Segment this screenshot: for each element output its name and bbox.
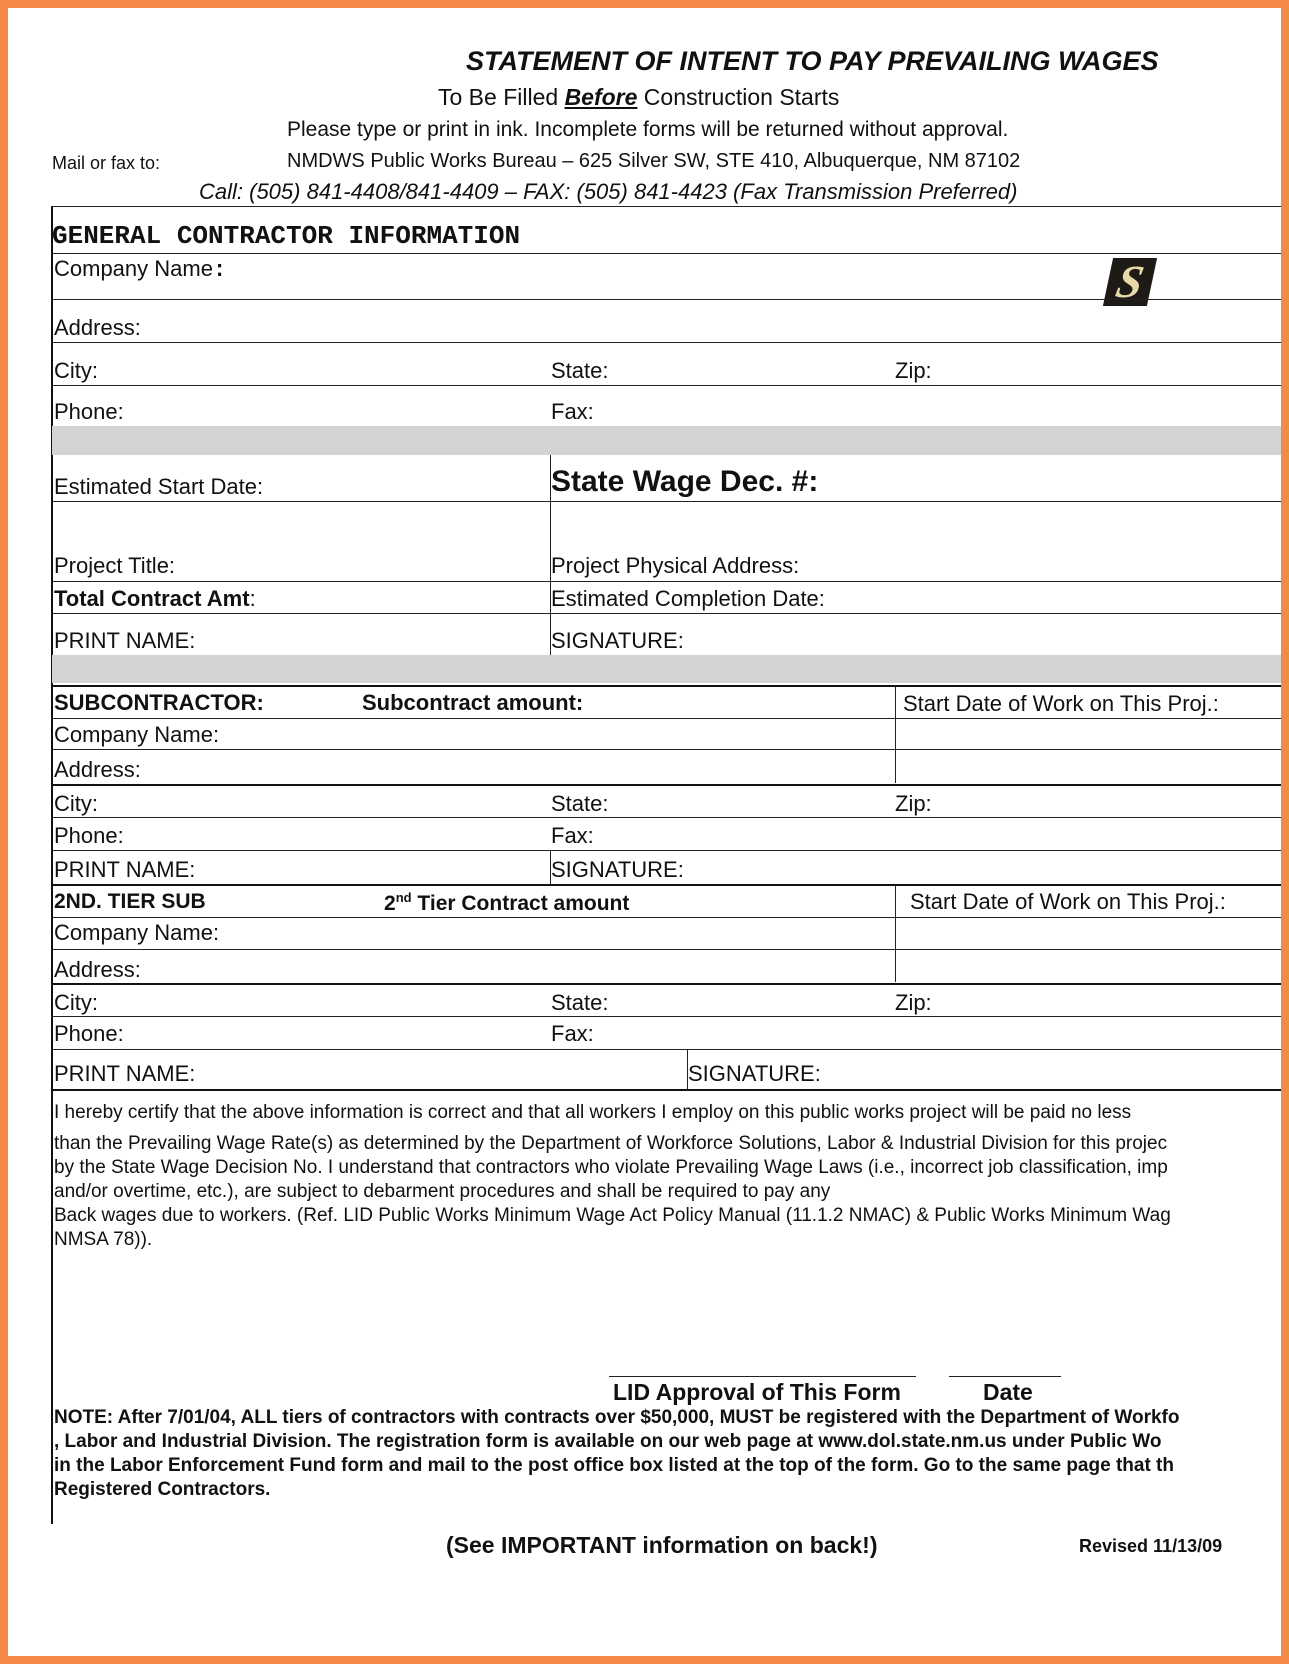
sub-start-label: Start Date of Work on This Proj.:: [903, 691, 1219, 716]
sub-amount-label: Subcontract amount:: [362, 690, 584, 715]
sub-fax-label: Fax:: [551, 823, 594, 848]
contact-numbers: Call: (505) 841-4408/841-4409 – FAX: (505) 841-4423 (Fax Transmission Preferred): [199, 179, 1018, 204]
rule: [51, 749, 1281, 750]
tier2-city-label: City:: [54, 990, 98, 1015]
tier2-state-label: State:: [551, 990, 609, 1015]
rule: [51, 983, 1281, 985]
certify-line-6: NMSA 78)).: [54, 1229, 153, 1250]
rule: [51, 718, 1281, 719]
approval-date-label: Date: [983, 1379, 1033, 1405]
tier2-print-name-label: PRINT NAME:: [54, 1061, 196, 1086]
general-city-label: City:: [54, 358, 98, 383]
general-company-label: Company Name:: [54, 256, 227, 283]
general-print-name-label: PRINT NAME:: [54, 628, 196, 653]
lid-approval-label: LID Approval of This Form: [613, 1379, 901, 1405]
sub-print-name-label: PRINT NAME:: [54, 857, 196, 882]
before-emphasis: Before: [564, 84, 638, 110]
rule: [51, 1089, 1281, 1091]
general-fax-label: Fax:: [551, 399, 594, 424]
tier2-fax-label: Fax:: [551, 1021, 594, 1046]
rule: [51, 949, 1281, 950]
rule: [51, 850, 1281, 851]
rule: [51, 884, 1281, 886]
certify-line-4: and/or overtime, etc.), are subject to debarment procedures and shall be required to pay any: [54, 1181, 831, 1202]
general-phone-label: Phone:: [54, 399, 124, 424]
rule: [51, 1016, 1281, 1017]
note-line-1: NOTE: After 7/01/04, ALL tiers of contractors with contracts over $50,000, MUST be registered with the Department of Workfo: [54, 1407, 1180, 1428]
note-line-3: in the Labor Enforcement Fund form and mail to the post office box listed at the top of the form. Go to the same page that th: [54, 1455, 1174, 1476]
tier2-signature-label: SIGNATURE:: [688, 1061, 821, 1086]
general-heading: GENERAL CONTRACTOR INFORMATION: [52, 221, 521, 251]
general-signature-label: SIGNATURE:: [551, 628, 684, 653]
tier2-heading: 2ND. TIER SUB: [54, 890, 206, 913]
general-zip-label: Zip:: [895, 358, 932, 383]
rule: [51, 501, 1281, 502]
rule: [51, 385, 1281, 386]
see-back-note: (See IMPORTANT information on back!): [446, 1532, 878, 1558]
tier2-amount-label: 2nd Tier Contract amount: [384, 890, 630, 915]
certify-line-5: Back wages due to workers. (Ref. LID Public Works Minimum Wage Act Policy Manual (11.1.2 NMAC) & Public Works Minimum Wag: [54, 1205, 1171, 1226]
sub-heading: SUBCONTRACTOR:: [54, 690, 264, 715]
tier2-phone-label: Phone:: [54, 1021, 124, 1046]
rule: [51, 685, 1281, 687]
wage-dec-label: State Wage Dec. #:: [551, 465, 819, 498]
certify-line-1: I hereby certify that the above information is correct and that all workers I employ on this public works project will be paid no less: [54, 1102, 1132, 1123]
physical-address-label: Project Physical Address:: [551, 553, 800, 578]
rule: [51, 206, 1281, 207]
rule: [51, 1049, 1281, 1050]
rule: [51, 253, 1281, 254]
rule: [51, 613, 1281, 614]
general-state-label: State:: [551, 358, 609, 383]
note-line-4: Registered Contractors.: [54, 1479, 271, 1500]
left-border: [51, 206, 53, 1524]
sub-state-label: State:: [551, 791, 609, 816]
sub-signature-label: SIGNATURE:: [551, 857, 684, 882]
rule: [895, 687, 896, 783]
sub-company-label: Company Name:: [54, 722, 220, 747]
rule: [51, 299, 1281, 300]
approval-date-line: [949, 1376, 1061, 1377]
rule: [51, 817, 1281, 818]
completion-date-label: Estimated Completion Date:: [551, 586, 825, 611]
company-logo-icon: S: [1103, 258, 1157, 306]
rule: [895, 886, 896, 982]
tier2-zip-label: Zip:: [895, 990, 932, 1015]
sub-zip-label: Zip:: [895, 791, 932, 816]
rule: [51, 917, 1281, 918]
form-subtitle: To Be Filled Before Construction Starts: [438, 84, 840, 110]
note-line-2: , Labor and Industrial Division. The registration form is available on our web page at www.dol.state.nm.us under Public Wo: [54, 1431, 1162, 1452]
certify-line-3: by the State Wage Decision No. I understand that contractors who violate Prevailing Wage Laws (i.e., incorrect job classification, imp: [54, 1157, 1168, 1178]
sub-address-label: Address:: [54, 757, 141, 782]
rule: [51, 784, 1281, 786]
tier2-company-label: Company Name:: [54, 920, 220, 945]
approval-signature-line: [609, 1376, 916, 1377]
shaded-band: [52, 426, 1281, 455]
mail-label: Mail or fax to:: [52, 153, 161, 173]
general-address-label: Address:: [54, 315, 141, 340]
tier2-address-label: Address:: [54, 957, 141, 982]
revised-date: Revised 11/13/09: [1079, 1536, 1223, 1556]
sub-city-label: City:: [54, 791, 98, 816]
certify-line-2: than the Prevailing Wage Rate(s) as determined by the Department of Workforce Solutions, Labor & Industrial Division for this projec: [54, 1133, 1168, 1154]
form-instructions: Please type or print in ink. Incomplete forms will be returned without approval.: [287, 118, 1009, 141]
tier2-start-label: Start Date of Work on This Proj.:: [910, 889, 1226, 914]
estimated-start-label: Estimated Start Date:: [54, 474, 264, 499]
project-title-label: Project Title:: [54, 553, 176, 578]
rule: [51, 581, 1281, 582]
total-contract-label: Total Contract Amt:: [54, 586, 256, 611]
shaded-band: [52, 655, 1281, 683]
rule: [51, 342, 1281, 343]
sub-phone-label: Phone:: [54, 823, 124, 848]
right-margin: [1281, 0, 1289, 1664]
mail-address: NMDWS Public Works Bureau – 625 Silver SW, STE 410, Albuquerque, NM 87102: [287, 150, 1021, 172]
